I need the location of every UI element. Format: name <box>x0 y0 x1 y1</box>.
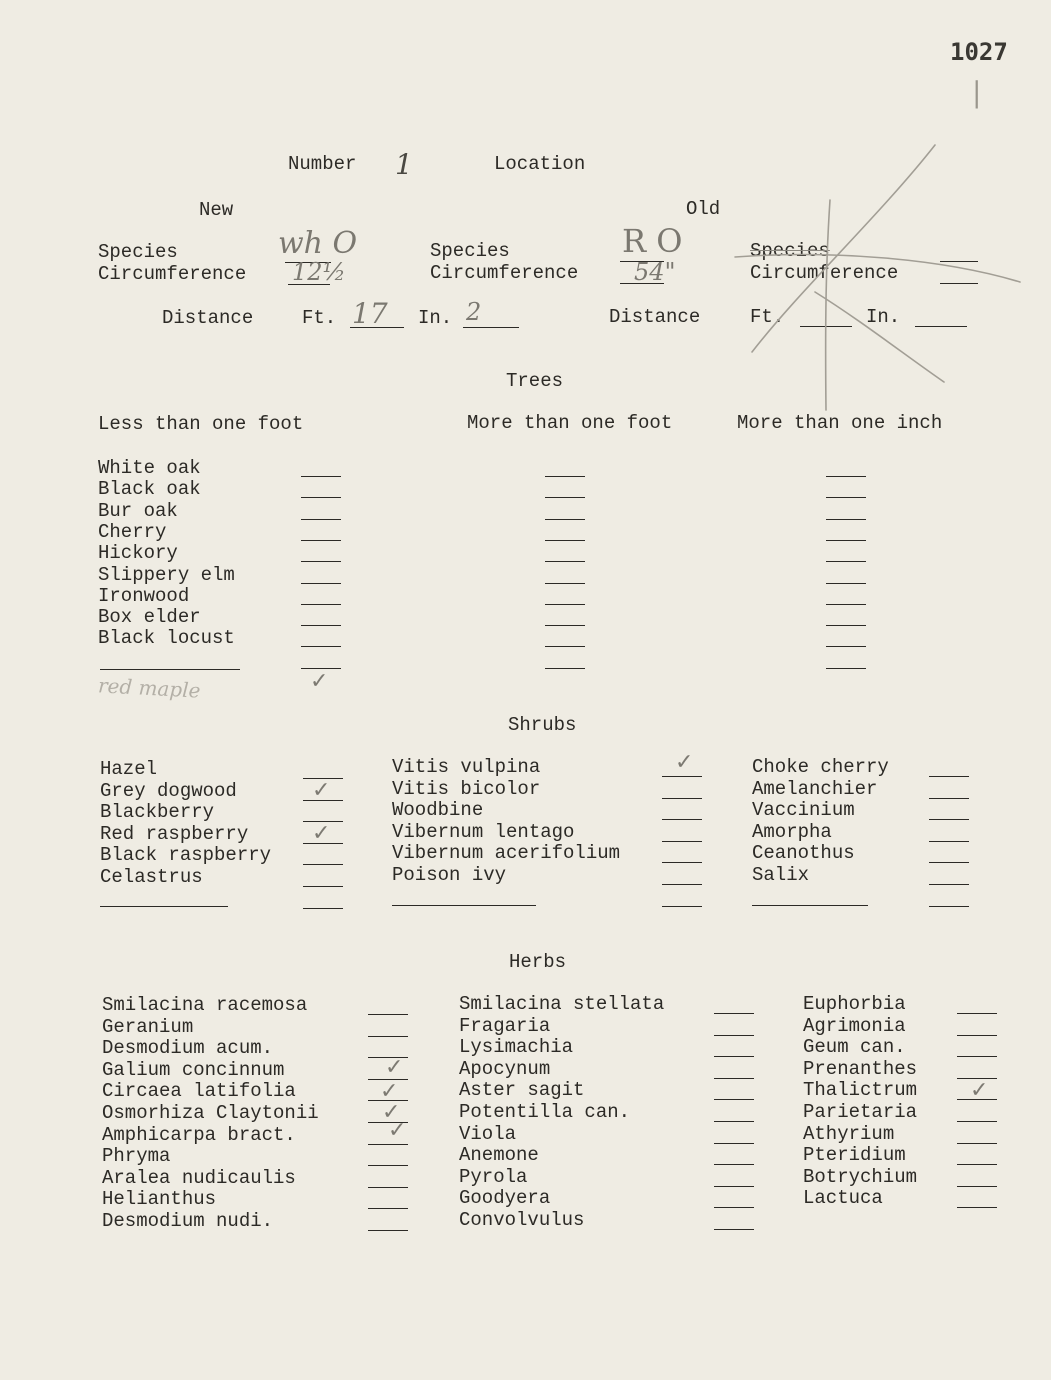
tree-item-label: Black oak <box>98 478 201 501</box>
herb-item-label: Galium concinnum <box>102 1058 285 1081</box>
shrub-extra-line-2 <box>392 905 536 906</box>
herb-blank[interactable] <box>714 1121 754 1122</box>
new-distance-label: Distance <box>162 307 254 329</box>
herb-item-label: Smilacina racemosa <box>102 994 308 1016</box>
shrub-item-label: Amelanchier <box>752 777 878 800</box>
tree-blank-more-than-one-inch[interactable] <box>826 519 866 520</box>
shrub-check-red-raspberry: ✓ <box>312 821 331 846</box>
herb-check-galium: ✓ <box>385 1055 404 1080</box>
herb-item-label: Thalictrum <box>803 1079 918 1102</box>
shrub-blank[interactable] <box>662 906 702 907</box>
shrub-item-label: Choke cherry <box>752 756 889 778</box>
tree-item-label: Cherry <box>98 520 167 543</box>
old-label: Old <box>686 198 721 220</box>
herb-item-label: Desmodium nudi. <box>102 1210 274 1232</box>
new-circumference-label: Circumference <box>98 263 247 285</box>
herb-item-label: Athyrium <box>803 1122 895 1145</box>
shrub-item-label: Vitis vulpina <box>392 756 541 778</box>
herb-blank[interactable] <box>714 1056 754 1057</box>
herb-item-label: Helianthus <box>102 1188 217 1211</box>
trees-title: Trees <box>506 370 564 392</box>
shrub-item-label: Grey dogwood <box>100 779 237 802</box>
herb-check-osmorhiza: ✓ <box>382 1100 401 1125</box>
old-species-value: R O <box>622 222 683 260</box>
tree-blank-more-than-one-inch[interactable] <box>826 668 866 669</box>
herb-item-label: Convolvulus <box>459 1209 585 1231</box>
shrub-blank[interactable] <box>929 819 969 820</box>
shrub-blank[interactable] <box>303 886 343 887</box>
herb-blank[interactable] <box>368 1144 408 1145</box>
new-circumference-value: 12½ <box>292 258 346 286</box>
herb-item-label: Apocynum <box>459 1057 551 1080</box>
shrub-item-label: Red raspberry <box>100 822 249 845</box>
shrub-blank[interactable] <box>662 798 702 799</box>
shrubs-title: Shrubs <box>508 714 577 736</box>
tree-blank-less-than-one-foot[interactable] <box>301 540 341 541</box>
old-ft-label: Ft. <box>750 306 785 328</box>
herb-blank[interactable] <box>957 1035 997 1036</box>
herb-blank[interactable] <box>957 1121 997 1122</box>
new-species-label: Species <box>98 241 178 263</box>
herb-item-label: Viola <box>459 1122 517 1145</box>
number-value: 1 <box>395 148 413 181</box>
shrub-check-vitis-vulpina: ✓ <box>675 750 694 775</box>
crossed-circumference-line <box>940 283 978 284</box>
location-label: Location <box>494 153 586 175</box>
herb-blank[interactable] <box>714 1186 754 1187</box>
tree-blank-more-than-one-foot[interactable] <box>545 646 585 647</box>
tree-item-label: Slippery elm <box>98 563 235 586</box>
herb-blank[interactable] <box>368 1187 408 1188</box>
tree-blank-more-than-one-foot[interactable] <box>545 668 585 669</box>
herb-blank[interactable] <box>368 1165 408 1166</box>
tree-blank-more-than-one-inch[interactable] <box>826 561 866 562</box>
herb-item-label: Botrychium <box>803 1165 918 1188</box>
shrub-blank[interactable] <box>929 906 969 907</box>
shrub-blank[interactable] <box>929 884 969 885</box>
herb-item-label: Prenanthes <box>803 1057 918 1080</box>
tree-blank-more-than-one-foot[interactable] <box>545 540 585 541</box>
tree-item-label: Box elder <box>98 606 201 629</box>
shrub-item-label: Ceanothus <box>752 842 855 865</box>
tree-item-label: Bur oak <box>98 499 178 522</box>
new-species-value: wh O <box>278 226 358 261</box>
herb-item-label: Desmodium acum. <box>102 1037 274 1060</box>
herb-item-label: Smilacina stellata <box>459 993 665 1015</box>
trees-col3-header: More than one inch <box>737 412 943 434</box>
herb-blank[interactable] <box>714 1229 754 1230</box>
herb-item-label: Osmorhiza Claytonii <box>102 1102 319 1124</box>
herb-blank[interactable] <box>368 1036 408 1037</box>
new-ft-line <box>350 327 404 328</box>
old-distance-label: Distance <box>609 306 701 328</box>
old-species-label: Species <box>430 240 510 262</box>
herb-item-label: Parietaria <box>803 1101 918 1123</box>
trees-col1-header: Less than one foot <box>98 413 304 435</box>
trees-extra-line <box>100 669 240 670</box>
herb-item-label: Anemone <box>459 1144 539 1167</box>
old-circumference-value: 54" <box>634 258 676 286</box>
shrub-item-label: Blackberry <box>100 801 215 824</box>
tree-blank-more-than-one-inch[interactable] <box>826 646 866 647</box>
herb-check-amphicarpa: ✓ <box>388 1118 407 1143</box>
shrub-blank[interactable] <box>929 862 969 863</box>
trees-extra-handwritten: red maple <box>97 673 202 703</box>
new-in-line <box>463 327 519 328</box>
tree-blank-less-than-one-foot[interactable] <box>301 625 341 626</box>
shrub-extra-line-1 <box>100 906 228 907</box>
tree-item-label: Black locust <box>98 627 235 650</box>
new-in-label: In. <box>418 307 453 329</box>
shrub-blank[interactable] <box>662 819 702 820</box>
herb-check-circaea: ✓ <box>380 1079 399 1104</box>
old-circumference-label: Circumference <box>430 262 579 284</box>
tree-blank-more-than-one-foot[interactable] <box>545 476 585 477</box>
shrub-blank[interactable] <box>929 776 969 777</box>
tree-item-label: Ironwood <box>98 584 190 607</box>
shrub-blank[interactable] <box>929 798 969 799</box>
tree-item-label: Hickory <box>98 542 178 565</box>
number-label: Number <box>288 153 357 175</box>
herbs-title: Herbs <box>509 951 567 973</box>
herb-blank[interactable] <box>957 1056 997 1057</box>
tree-blank-more-than-one-inch[interactable] <box>826 497 866 498</box>
shrub-item-label: Amorpha <box>752 820 832 843</box>
shrub-blank[interactable] <box>303 864 343 865</box>
old-in-line <box>915 326 967 327</box>
shrub-item-label: Poison ivy <box>392 864 507 886</box>
tree-item-label: White oak <box>98 457 201 479</box>
herb-blank[interactable] <box>714 1164 754 1165</box>
shrub-item-label: Celastrus <box>100 866 203 888</box>
herb-blank[interactable] <box>714 1013 754 1014</box>
new-in-value: 2 <box>466 298 482 326</box>
shrub-item-label: Woodbine <box>392 799 484 822</box>
herb-blank[interactable] <box>957 1207 997 1208</box>
crossed-species-label: Species <box>750 240 830 262</box>
tree-blank-more-than-one-inch[interactable] <box>826 476 866 477</box>
herb-blank[interactable] <box>368 1208 408 1209</box>
tree-blank-less-than-one-foot[interactable] <box>301 497 341 498</box>
tree-blank-more-than-one-foot[interactable] <box>545 583 585 584</box>
herb-item-label: Geum can. <box>803 1036 906 1059</box>
shrub-item-label: Vibernum lentago <box>392 820 575 843</box>
herb-blank[interactable] <box>368 1230 408 1231</box>
herb-blank[interactable] <box>714 1207 754 1208</box>
new-label: New <box>199 199 234 221</box>
shrub-item-label: Salix <box>752 864 810 886</box>
page-number: 1027 <box>950 38 1008 66</box>
trees-extra-check: ✓ <box>310 669 329 694</box>
herb-item-label: Potentilla can. <box>459 1101 631 1123</box>
herb-blank[interactable] <box>714 1035 754 1036</box>
page-number-mark: | <box>972 76 982 109</box>
herb-item-label: Euphorbia <box>803 993 906 1015</box>
shrub-check-grey-dogwood: ✓ <box>312 778 331 803</box>
crossed-circumference-label: Circumference <box>750 262 899 284</box>
herb-item-label: Phryma <box>102 1145 171 1168</box>
shrub-blank[interactable] <box>662 884 702 885</box>
shrub-item-label: Vitis bicolor <box>392 777 541 800</box>
shrub-item-label: Vaccinium <box>752 799 855 822</box>
tree-blank-less-than-one-foot[interactable] <box>301 561 341 562</box>
tree-blank-more-than-one-foot[interactable] <box>545 604 585 605</box>
herb-blank[interactable] <box>714 1099 754 1100</box>
herb-blank[interactable] <box>957 1186 997 1187</box>
tree-blank-less-than-one-foot[interactable] <box>301 476 341 477</box>
old-in-label: In. <box>866 306 901 328</box>
tree-blank-more-than-one-foot[interactable] <box>545 561 585 562</box>
shrub-blank[interactable] <box>303 908 343 909</box>
herb-blank[interactable] <box>957 1013 997 1014</box>
new-ft-value: 17 <box>352 297 388 330</box>
herb-item-label: Fragaria <box>459 1014 551 1037</box>
tree-blank-more-than-one-foot[interactable] <box>545 519 585 520</box>
tree-blank-less-than-one-foot[interactable] <box>301 604 341 605</box>
herb-item-label: Goodyera <box>459 1187 551 1210</box>
herb-item-label: Pteridium <box>803 1144 906 1167</box>
herb-blank[interactable] <box>714 1143 754 1144</box>
tree-blank-less-than-one-foot[interactable] <box>301 519 341 520</box>
herb-item-label: Agrimonia <box>803 1014 906 1037</box>
herb-blank[interactable] <box>957 1164 997 1165</box>
tree-blank-more-than-one-foot[interactable] <box>545 625 585 626</box>
tree-blank-more-than-one-inch[interactable] <box>826 583 866 584</box>
shrub-blank[interactable] <box>929 841 969 842</box>
old-circumference-line <box>620 283 664 284</box>
herb-blank[interactable] <box>368 1014 408 1015</box>
tree-blank-less-than-one-foot[interactable] <box>301 646 341 647</box>
shrub-extra-line-3 <box>752 905 868 906</box>
tree-blank-more-than-one-foot[interactable] <box>545 497 585 498</box>
herb-item-label: Lysimachia <box>459 1036 574 1059</box>
shrub-item-label: Hazel <box>100 758 158 780</box>
herb-item-label: Aralea nudicaulis <box>102 1166 296 1189</box>
shrub-blank[interactable] <box>662 776 702 777</box>
shrub-item-label: Black raspberry <box>100 844 272 867</box>
herb-blank[interactable] <box>957 1143 997 1144</box>
tree-blank-more-than-one-inch[interactable] <box>826 604 866 605</box>
herb-item-label: Aster sagit <box>459 1079 585 1102</box>
pencil-line-vertical <box>826 200 830 410</box>
herb-item-label: Pyrola <box>459 1165 528 1188</box>
tree-blank-less-than-one-foot[interactable] <box>301 583 341 584</box>
herb-blank[interactable] <box>714 1078 754 1079</box>
tree-blank-more-than-one-inch[interactable] <box>826 625 866 626</box>
shrub-blank[interactable] <box>662 862 702 863</box>
tree-blank-more-than-one-inch[interactable] <box>826 540 866 541</box>
herb-item-label: Geranium <box>102 1015 194 1038</box>
new-ft-label: Ft. <box>302 307 337 329</box>
herb-check-thalictrum: ✓ <box>970 1078 989 1103</box>
herb-item-label: Circaea latifolia <box>102 1080 296 1103</box>
trees-col2-header: More than one foot <box>467 412 673 434</box>
new-circumference-line <box>288 284 330 285</box>
herb-item-label: Amphicarpa bract. <box>102 1123 296 1146</box>
shrub-item-label: Vibernum acerifolium <box>392 842 621 865</box>
crossed-species-line <box>940 261 978 262</box>
old-ft-line <box>800 326 852 327</box>
shrub-blank[interactable] <box>662 841 702 842</box>
herb-item-label: Lactuca <box>803 1187 883 1210</box>
